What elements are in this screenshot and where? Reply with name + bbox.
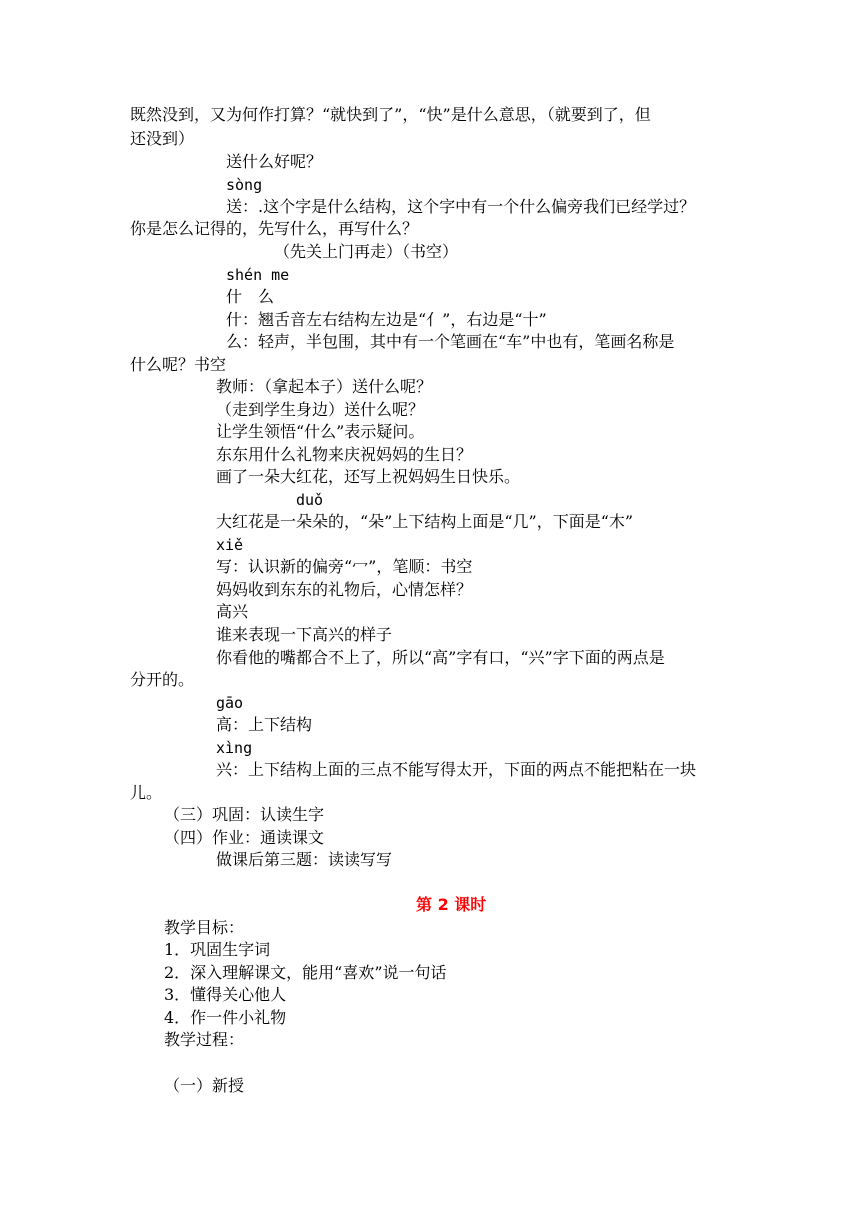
text-line: 儿。 xyxy=(130,783,163,802)
text-line: 什：翘舌音左右结构左边是“亻”，右边是“十” xyxy=(226,310,547,329)
text-line: 大红花是一朵朵的，“朵”上下结构上面是“几”，下面是“木” xyxy=(216,512,634,531)
text-line: 妈妈收到东东的礼物后，心情怎样？ xyxy=(216,580,473,599)
text-line: 东东用什么礼物来庆祝妈妈的生日？ xyxy=(216,445,473,464)
text-line: 让学生领悟“什么”表示疑问。 xyxy=(216,422,425,441)
text-line: 什 么 xyxy=(226,287,275,306)
text-line: 既然没到，又为何作打算？“就快到了”，“快”是什么意思，（就要到了，但 xyxy=(130,105,651,124)
text-line: 送什么好呢？ xyxy=(226,152,323,171)
pinyin-line: duǒ xyxy=(296,491,324,509)
text-line: 做课后第三题：读读写写 xyxy=(216,850,393,869)
text-line: 你看他的嘴都合不上了，所以“高”字有口，“兴”字下面的两点是 xyxy=(216,648,665,667)
text-line: 你是怎么记得的，先写什么，再写什么？ xyxy=(130,219,419,238)
text-line: 还没到） xyxy=(130,129,195,148)
text-line: 高：上下结构 xyxy=(216,715,313,734)
pinyin-line: shén me xyxy=(226,266,290,284)
text-line: （四）作业：通读课文 xyxy=(164,828,325,847)
text-line: 么：轻声，半包围，其中有一个笔画在“车”中也有，笔画名称是 xyxy=(226,332,675,351)
text-line: 兴：上下结构上面的三点不能写得太开，下面的两点不能把粘在一块 xyxy=(216,760,697,779)
text-line: 教师：（拿起本子）送什么呢？ xyxy=(216,377,433,396)
text-line: 分开的。 xyxy=(130,670,195,689)
text-line: 教学过程： xyxy=(164,1030,245,1049)
list-item: 3．懂得关心他人 xyxy=(164,985,287,1004)
text-line: 什么呢？书空 xyxy=(130,355,227,374)
text-line: 谁来表现一下高兴的样子 xyxy=(216,625,393,644)
pinyin-line: sòng xyxy=(226,176,263,194)
section-title: 第 2 课时 xyxy=(416,895,487,914)
text-line: 高兴 xyxy=(216,602,249,621)
text-line: （三）巩固：认读生字 xyxy=(164,805,325,824)
text-line: 画了一朵大红花，还写上祝妈妈生日快乐。 xyxy=(216,467,521,486)
pinyin-line: gāo xyxy=(216,694,244,712)
list-item: 2．深入理解课文，能用“喜欢”说一句话 xyxy=(164,963,447,982)
list-item: 1．巩固生字词 xyxy=(164,940,271,959)
text-line: 写：认识新的偏旁“冖”，笔顺：书空 xyxy=(216,557,473,576)
pinyin-line: xìng xyxy=(216,739,253,757)
list-item: 4．作一件小礼物 xyxy=(164,1008,287,1027)
text-line: （先关上门再走）（书空） xyxy=(274,242,459,261)
text-line: 送：.这个字是什么结构，这个字中有一个什么偏旁我们已经学过？ xyxy=(226,197,696,216)
pinyin-line: xiě xyxy=(216,536,244,554)
text-line: 教学目标： xyxy=(164,918,245,937)
text-line: （一）新授 xyxy=(164,1076,245,1095)
text-line: （走到学生身边）送什么呢？ xyxy=(216,400,425,419)
